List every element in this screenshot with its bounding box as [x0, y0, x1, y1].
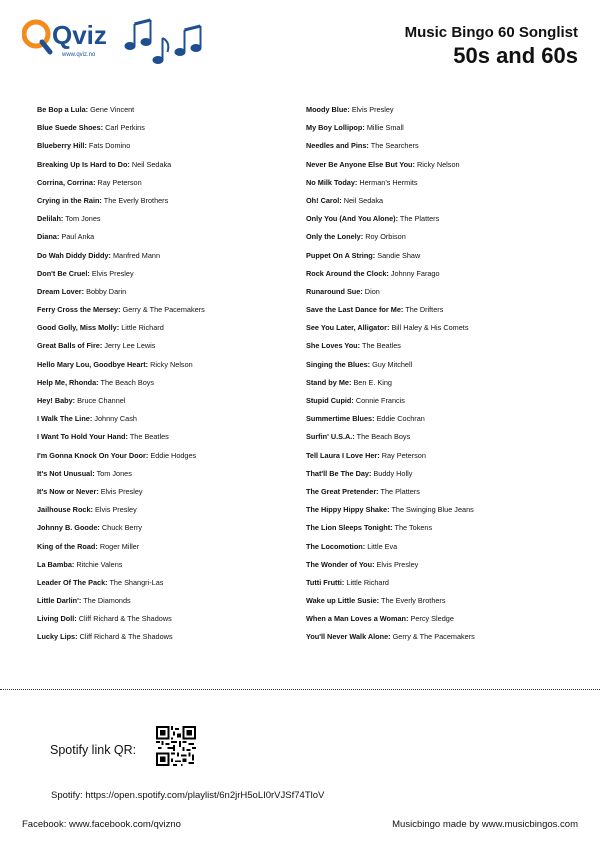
- song-artist: Jerry Lee Lewis: [104, 341, 156, 351]
- song-title: I Walk The Line:: [37, 414, 93, 424]
- song-title: Little Darlin':: [37, 596, 82, 606]
- song-row: [37, 337, 297, 355]
- song-artist: Johnny Farago: [390, 268, 440, 278]
- song-title: Jailhouse Rock:: [37, 505, 93, 515]
- song-title: See You Later, Alligator:: [306, 323, 390, 333]
- song-title: Diana:: [37, 232, 60, 242]
- song-artist: The Beach Boys: [356, 432, 411, 442]
- facebook-link[interactable]: Facebook: www.facebook.com/qvizno: [22, 819, 181, 830]
- song-row: [37, 137, 297, 155]
- song-artist: Elvis Presley: [376, 559, 419, 569]
- song-title: The Locomotion:: [306, 541, 366, 551]
- song-title: Blue Suede Shoes:: [37, 123, 104, 133]
- song-title: It's Not Unusual:: [37, 468, 95, 478]
- song-title: King of the Road:: [37, 541, 98, 551]
- song-row: [306, 247, 566, 265]
- song-artist: Roger Miller: [99, 541, 140, 551]
- song-artist: Fats Domino: [88, 141, 131, 151]
- song-artist: Carl Perkins: [105, 123, 145, 133]
- song-artist: Johnny Cash: [94, 414, 137, 424]
- song-artist: Eddie Cochran: [376, 414, 425, 424]
- song-row: [37, 538, 297, 556]
- song-row: [37, 319, 297, 337]
- song-artist: Tom Jones: [65, 214, 101, 224]
- song-title: The Hippy Hippy Shake:: [306, 505, 390, 515]
- qr-code-icon[interactable]: [156, 726, 196, 766]
- song-artist: Gerry & The Pacemakers: [392, 632, 475, 642]
- page-header: [0, 0, 600, 90]
- song-artist: Little Richard: [346, 577, 389, 587]
- song-row: [306, 228, 566, 246]
- song-row: [37, 174, 297, 192]
- song-artist: Eddie Hodges: [150, 450, 197, 460]
- song-artist: Guy Mitchell: [372, 359, 413, 369]
- song-artist: Gerry & The Pacemakers: [122, 305, 205, 315]
- song-artist: Herman's Hermits: [359, 177, 418, 187]
- song-artist: The Shangri-Las: [109, 577, 164, 587]
- song-row: [306, 483, 566, 501]
- song-artist: Neil Sedaka: [343, 195, 384, 205]
- song-title: Lucky Lips:: [37, 632, 78, 642]
- song-row: [306, 301, 566, 319]
- song-title: Wake up Little Susie:: [306, 596, 380, 606]
- song-title: Corrina, Corrina:: [37, 177, 96, 187]
- song-title: Stupid Cupid:: [306, 396, 354, 405]
- song-artist: Manfred Mann: [112, 250, 161, 260]
- song-title: Hello Mary Lou, Goodbye Heart:: [37, 359, 149, 369]
- song-artist: Little Richard: [121, 323, 164, 333]
- song-row: [306, 137, 566, 155]
- song-row: [306, 610, 566, 628]
- song-title: Do Wah Diddy Diddy:: [37, 250, 111, 260]
- song-row: [306, 628, 566, 646]
- song-artist: The Everly Brothers: [103, 195, 169, 205]
- song-artist: Tom Jones: [96, 468, 132, 478]
- song-title: Oh! Carol:: [306, 195, 342, 205]
- song-artist: Bill Haley & His Comets: [391, 323, 469, 333]
- logo-url: www.qviz.no: [62, 52, 96, 58]
- song-row: [37, 392, 297, 410]
- song-artist: Ritchie Valens: [76, 559, 123, 569]
- song-title: Tell Laura I Love Her:: [306, 450, 380, 460]
- song-artist: The Tokens: [394, 523, 433, 533]
- song-row: [306, 319, 566, 337]
- song-row: [37, 119, 297, 137]
- song-title: Don't Be Cruel:: [37, 268, 90, 278]
- song-row: [37, 156, 297, 174]
- song-title: Blueberry Hill:: [37, 141, 87, 151]
- song-row: [37, 428, 297, 446]
- song-title: Puppet On A String:: [306, 250, 376, 260]
- song-artist: The Diamonds: [83, 596, 131, 606]
- song-row: [37, 192, 297, 210]
- song-row: [37, 592, 297, 610]
- song-artist: The Platters: [399, 214, 440, 224]
- song-row: [306, 447, 566, 465]
- song-row: [306, 337, 566, 355]
- song-title: Tutti Frutti:: [306, 577, 345, 587]
- song-row: [37, 210, 297, 228]
- song-row: [37, 356, 297, 374]
- song-row: [37, 483, 297, 501]
- song-title: Dream Lover:: [37, 286, 85, 296]
- song-row: [306, 392, 566, 410]
- song-title: Rock Around the Clock:: [306, 268, 389, 278]
- song-row: [306, 556, 566, 574]
- song-artist: The Beatles: [361, 341, 401, 351]
- title-block: [405, 24, 578, 68]
- song-artist: Dion: [364, 286, 380, 296]
- song-title: Breaking Up Is Hard to Do:: [37, 159, 130, 169]
- song-row: [306, 501, 566, 519]
- song-artist: Cliff Richard & The Shadows: [79, 632, 173, 642]
- song-artist: The Beach Boys: [100, 377, 155, 387]
- song-row: [306, 156, 566, 174]
- song-row: [37, 265, 297, 283]
- song-row: [37, 610, 297, 628]
- song-row: [306, 174, 566, 192]
- song-artist: Ben E. King: [353, 377, 392, 387]
- song-row: [37, 410, 297, 428]
- song-title: Only the Lonely:: [306, 232, 364, 242]
- song-artist: Buddy Holly: [373, 468, 413, 478]
- song-title: That'll Be The Day:: [306, 468, 372, 478]
- song-row: [306, 265, 566, 283]
- song-title: Stand by Me:: [306, 377, 352, 387]
- song-artist: Chuck Berry: [101, 523, 143, 533]
- song-artist: The Platters: [380, 486, 420, 496]
- song-row: [306, 428, 566, 446]
- song-row: [37, 447, 297, 465]
- song-title: Moody Blue:: [306, 105, 350, 114]
- dotted-divider: [0, 689, 600, 690]
- song-artist: Sandie Shaw: [377, 250, 421, 260]
- song-artist: Elvis Presley: [351, 105, 394, 114]
- song-title: Leader Of The Pack:: [37, 577, 108, 587]
- song-title: Living Doll:: [37, 614, 77, 624]
- song-title: I Want To Hold Your Hand:: [37, 432, 128, 442]
- song-title: The Great Pretender:: [306, 486, 379, 496]
- song-row: [37, 465, 297, 483]
- song-row: [37, 501, 297, 519]
- song-artist: Bobby Darin: [86, 286, 127, 296]
- song-row: [306, 356, 566, 374]
- song-row: [37, 228, 297, 246]
- song-row: [306, 192, 566, 210]
- song-artist: The Everly Brothers: [381, 596, 446, 606]
- song-title: Ferry Cross the Mersey:: [37, 305, 121, 315]
- song-row: [37, 574, 297, 592]
- song-title: When a Man Loves a Woman:: [306, 614, 409, 624]
- song-artist: Paul Anka: [61, 232, 95, 242]
- song-row: [306, 592, 566, 610]
- song-row: [37, 519, 297, 537]
- song-artist: Ricky Nelson: [150, 359, 193, 369]
- song-title: Delilah:: [37, 214, 64, 224]
- musicbingo-credit: Musicbingo made by www.musicbingos.com: [392, 819, 578, 830]
- song-title: Great Balls of Fire:: [37, 341, 103, 351]
- song-title: Never Be Anyone Else But You:: [306, 159, 415, 169]
- logo-wordmark: Qviz: [52, 20, 107, 50]
- song-artist: Elvis Presley: [91, 268, 134, 278]
- song-artist: Percy Sledge: [410, 614, 454, 624]
- song-row: [306, 119, 566, 137]
- song-artist: Millie Small: [366, 123, 404, 133]
- song-artist: Cliff Richard & The Shadows: [78, 614, 172, 624]
- song-artist: Elvis Presley: [95, 505, 137, 515]
- song-artist: The Beatles: [129, 432, 169, 442]
- song-title: La Bamba:: [37, 559, 75, 569]
- song-title: The Lion Sleeps Tonight:: [306, 523, 393, 533]
- song-title: Summertime Blues:: [306, 414, 375, 424]
- song-title: No Milk Today:: [306, 177, 358, 187]
- song-title: You'll Never Walk Alone:: [306, 632, 391, 642]
- song-title: Surfin' U.S.A.:: [306, 432, 355, 442]
- song-title: Hey! Baby:: [37, 396, 76, 405]
- song-row: [306, 283, 566, 301]
- song-title: Crying in the Rain:: [37, 195, 102, 205]
- song-title: Good Golly, Miss Molly:: [37, 323, 120, 333]
- song-title: The Wonder of You:: [306, 559, 375, 569]
- song-title: Be Bop a Lula:: [37, 105, 89, 114]
- song-artist: Little Eva: [367, 541, 398, 551]
- song-row: [37, 283, 297, 301]
- song-title: Johnny B. Goode:: [37, 523, 100, 533]
- song-title: She Loves You:: [306, 341, 361, 351]
- song-row: [37, 628, 297, 646]
- song-title: Help Me, Rhonda:: [37, 377, 99, 387]
- song-title: Runaround Sue:: [306, 286, 363, 296]
- song-title: I'm Gonna Knock On Your Door:: [37, 450, 149, 460]
- song-title: My Boy Lollipop:: [306, 123, 365, 133]
- music-notes-icon: [122, 16, 212, 68]
- song-title: It's Now or Never:: [37, 486, 99, 496]
- song-row: [306, 519, 566, 537]
- song-row: [37, 101, 297, 119]
- song-artist: Elvis Presley: [100, 486, 143, 496]
- page-title: Music Bingo 60 Songlist: [404, 24, 578, 41]
- spotify-link[interactable]: Spotify: https://open.spotify.com/playlist/6n2jrH5oLI0rVJSf74TloV: [51, 790, 325, 801]
- song-artist: Roy Orbison: [365, 232, 406, 242]
- song-artist: Neil Sedaka: [131, 159, 172, 169]
- song-row: [37, 247, 297, 265]
- page-subtitle: 50s and 60s: [453, 43, 578, 68]
- qr-label: Spotify link QR:: [50, 743, 137, 757]
- song-artist: Ray Peterson: [97, 177, 142, 187]
- song-artist: The Swinging Blue Jeans: [391, 505, 474, 515]
- song-row: [306, 210, 566, 228]
- song-row: [306, 374, 566, 392]
- song-title: Singing the Blues:: [306, 359, 371, 369]
- song-row: [306, 465, 566, 483]
- song-row: [37, 556, 297, 574]
- song-artist: Ricky Nelson: [416, 159, 460, 169]
- song-artist: The Drifters: [405, 305, 444, 315]
- song-row: [306, 538, 566, 556]
- song-row: [306, 574, 566, 592]
- song-artist: Connie Francis: [355, 396, 405, 405]
- song-row: [306, 410, 566, 428]
- song-title: Save the Last Dance for Me:: [306, 305, 404, 315]
- song-artist: Bruce Channel: [77, 396, 126, 405]
- song-artist: Gene Vincent: [90, 105, 135, 114]
- songlist-right-column: [306, 101, 566, 647]
- song-row: [37, 374, 297, 392]
- song-row: [306, 101, 566, 119]
- song-title: Only You (And You Alone):: [306, 214, 399, 224]
- song-title: Needles and Pins:: [306, 141, 369, 151]
- song-artist: The Searchers: [370, 141, 419, 151]
- song-artist: Ray Peterson: [381, 450, 426, 460]
- songlist-left-column: [37, 101, 297, 647]
- song-row: [37, 301, 297, 319]
